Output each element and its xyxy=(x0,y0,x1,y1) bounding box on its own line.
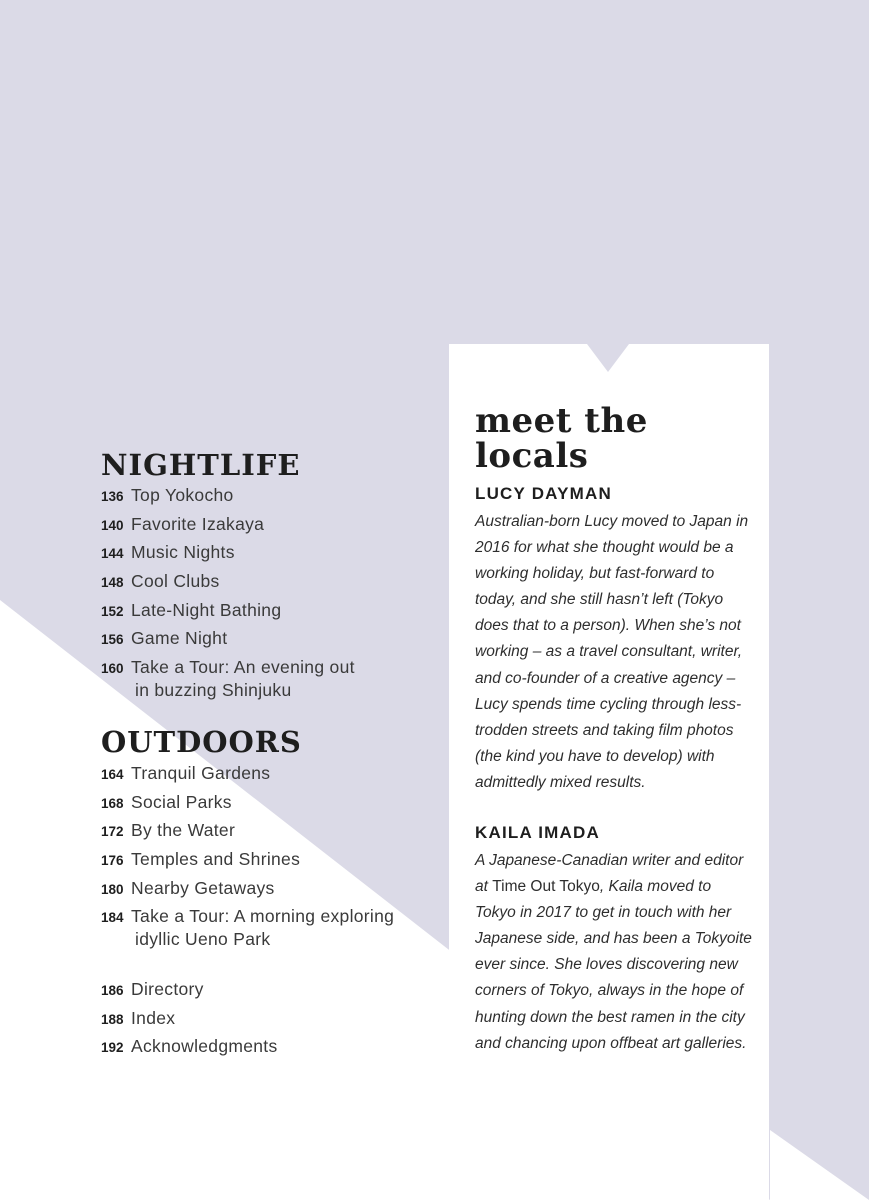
toc-page-number: 152 xyxy=(101,603,124,619)
toc-item-title-line1: Take a Tour: An evening out xyxy=(131,657,355,678)
heading-line-2: locals xyxy=(475,436,589,476)
toc-item-title: Top Yokocho xyxy=(131,485,234,505)
meet-the-locals-panel xyxy=(449,344,769,1200)
panel-notch-arrow xyxy=(587,344,629,372)
toc-item-title: Nearby Getaways xyxy=(131,877,275,898)
toc-page-number: 148 xyxy=(101,575,124,591)
toc-item-title xyxy=(131,905,401,951)
toc-item-title: Favorite Izakaya xyxy=(131,513,265,534)
meet-the-locals-heading xyxy=(475,401,648,476)
toc-item-title: Tranquil Gardens xyxy=(131,763,271,783)
toc-item-title: Late-Night Bathing xyxy=(131,599,282,620)
bio-text-start: A Japanese-Canadian writer and editor at xyxy=(475,852,744,896)
local-bio-kaila-imada xyxy=(475,848,755,1057)
toc-item[interactable] xyxy=(101,570,401,599)
toc-page-number: 180 xyxy=(101,881,124,897)
toc-item-title: Directory xyxy=(131,979,204,999)
toc-page-number: 164 xyxy=(101,767,124,782)
toc-item[interactable] xyxy=(101,513,401,542)
toc-item[interactable] xyxy=(101,1007,278,1036)
toc-item-title-line2: in buzzing Shinjuku xyxy=(135,680,292,701)
section-title-outdoors: OUTDOORS xyxy=(101,725,302,759)
toc-item[interactable] xyxy=(101,1035,278,1064)
toc-page-number: 176 xyxy=(101,853,124,869)
local-name-kaila-imada: KAILA IMADA xyxy=(475,823,600,842)
toc-item[interactable] xyxy=(101,627,401,656)
toc-item-title: Index xyxy=(131,1007,176,1028)
toc-page-number: 168 xyxy=(101,795,124,811)
local-bio-lucy-dayman: Australian-born Lucy moved to Japan in 2016 for what she thought would be a working holiday, but fast-forward to today, and she still hasn’t left (Tokyo does that to a person). When she’s not working – as a travel consultant, writer, and co-founder of a creative agency – Lucy spends time cycling through less-trodden streets and taking film photos (the kind you have to develop) with admittedly mixed results. xyxy=(475,513,749,791)
local-name-lucy-dayman: LUCY DAYMAN xyxy=(475,484,612,503)
toc-item[interactable] xyxy=(101,541,401,570)
toc-page-number: 136 xyxy=(101,489,124,504)
section-title-nightlife: NIGHTLIFE xyxy=(101,448,301,482)
toc-page-number: 160 xyxy=(101,661,124,677)
toc-item[interactable] xyxy=(101,819,401,848)
toc-item-title: Temples and Shrines xyxy=(131,849,301,870)
publication-name: Time Out Tokyo xyxy=(492,878,600,896)
toc-item[interactable] xyxy=(101,599,401,628)
toc-item-title xyxy=(131,656,401,702)
toc-page-number: 188 xyxy=(101,1011,124,1027)
toc-item-title: By the Water xyxy=(131,820,236,841)
toc-list-nightlife xyxy=(101,484,401,706)
toc-item-title-line1: Take a Tour: A morning exploring xyxy=(131,906,395,927)
toc-item[interactable] xyxy=(101,978,278,1007)
toc-item-title: Game Night xyxy=(131,628,228,649)
toc-item-title: Music Nights xyxy=(131,542,235,563)
toc-item[interactable] xyxy=(101,484,401,513)
toc-page-number: 144 xyxy=(101,546,124,562)
heading-line-1: meet the xyxy=(475,401,648,441)
toc-list-back-matter xyxy=(101,978,278,1064)
toc-page-number: 172 xyxy=(101,824,124,840)
toc-item[interactable] xyxy=(101,905,401,955)
toc-item[interactable] xyxy=(101,848,401,877)
toc-page-number: 192 xyxy=(101,1040,124,1056)
bio-text-end: , Kaila moved to Tokyo in 2017 to get in touch with her Japanese side, and has been a Tokyoite ever since. She loves discovering new corners of Tokyo, always in the hope of hunting down the best ramen in the city and chancing upon offbeat art galleries. xyxy=(475,878,752,1052)
toc-page-number: 186 xyxy=(101,983,124,998)
toc-page-number: 156 xyxy=(101,632,124,648)
toc-item-title: Cool Clubs xyxy=(131,571,220,592)
toc-item[interactable] xyxy=(101,762,401,791)
toc-item[interactable] xyxy=(101,656,401,706)
toc-item-title: Acknowledgments xyxy=(131,1036,278,1057)
toc-item[interactable] xyxy=(101,877,401,906)
toc-item[interactable] xyxy=(101,791,401,820)
toc-item-title-line2: idyllic Ueno Park xyxy=(135,929,271,950)
toc-list-outdoors xyxy=(101,762,401,955)
toc-page-number: 184 xyxy=(101,910,124,926)
toc-page-number: 140 xyxy=(101,517,124,533)
toc-item-title: Social Parks xyxy=(131,791,232,812)
panel-notch-shape xyxy=(587,344,629,372)
